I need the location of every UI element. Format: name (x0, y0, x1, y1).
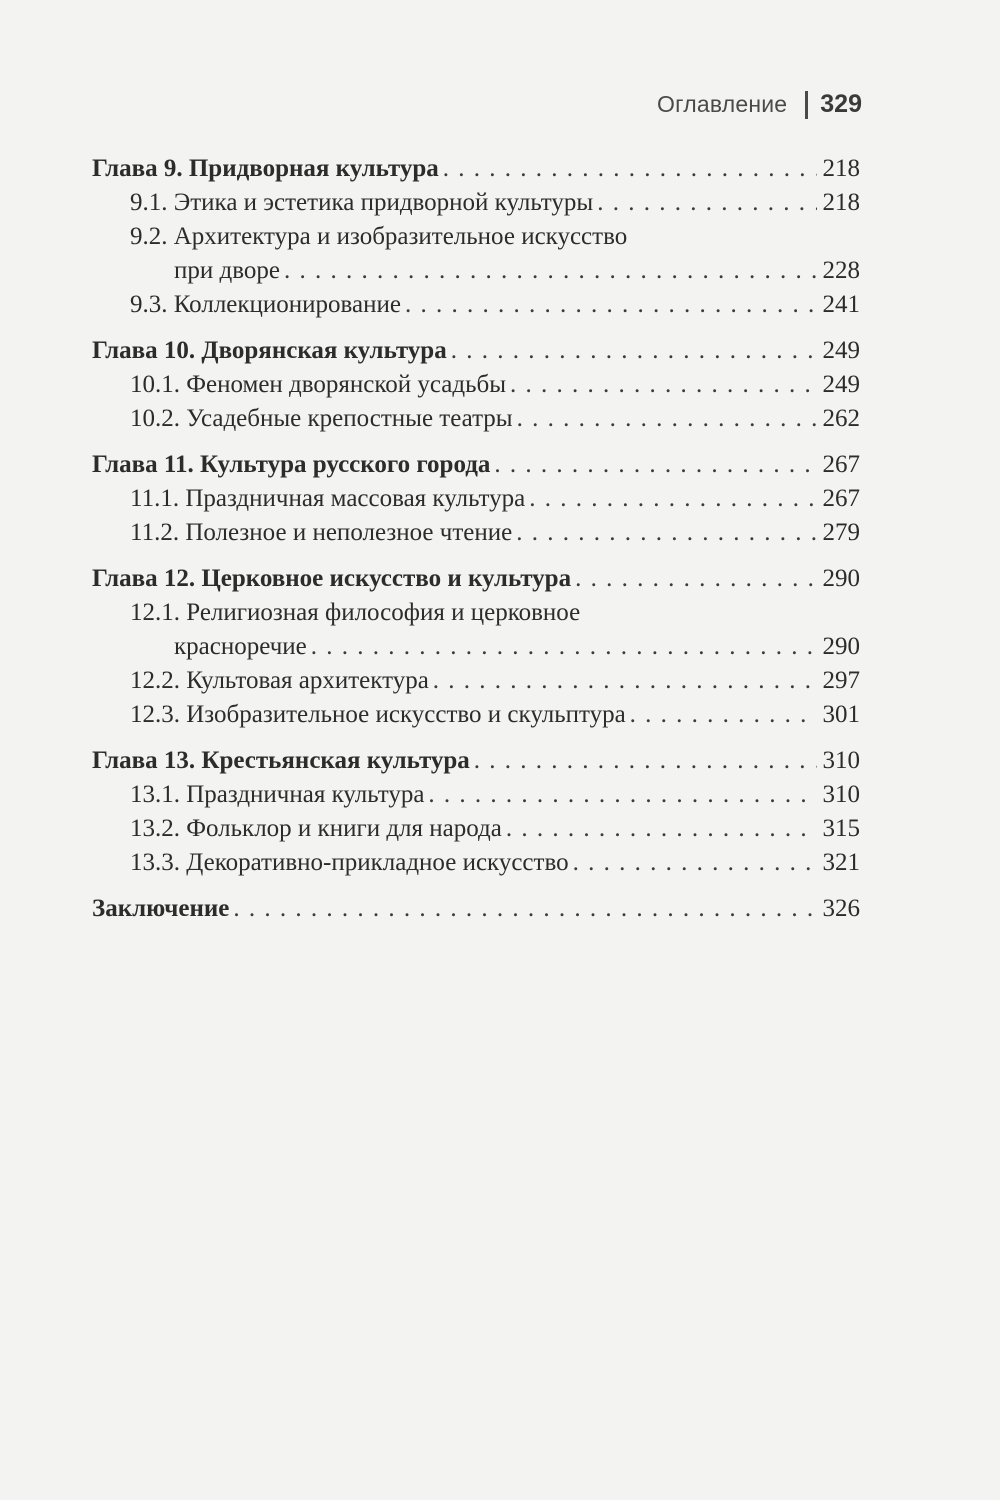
toc-entry-page: 297 (822, 667, 860, 694)
toc-section-11-2[interactable] (92, 516, 860, 550)
toc-section-9-2[interactable] (92, 220, 860, 288)
toc-entry-label: 12.2. Культовая архитектура (130, 664, 433, 698)
toc-conclusion[interactable] (92, 892, 860, 926)
toc-entry-label-line1: 9.2. Архитектура и изобразительное искусство (130, 223, 628, 250)
leader-dots (494, 448, 816, 482)
running-head-title: Оглавление (657, 91, 788, 117)
toc-entry-label: 10.2. Усадебные крепостные театры (130, 402, 517, 436)
toc-entry-label-line2: красноречие (174, 630, 311, 664)
toc-section-12-2[interactable] (92, 664, 860, 698)
toc-entry-page: 290 (822, 565, 860, 592)
leader-dots (428, 778, 816, 812)
toc-entry-page: 218 (822, 189, 860, 216)
toc-entry-label: 12.3. Изобразительное искусство и скульптура (130, 698, 630, 732)
running-head-separator (805, 91, 808, 119)
toc-entry-page: 267 (822, 451, 860, 478)
toc-entry-page: 267 (822, 485, 860, 512)
toc-entry-page: 290 (822, 633, 860, 660)
toc-entry-page: 310 (822, 781, 860, 808)
toc-entry-label: 11.1. Праздничная массовая культура (130, 482, 529, 516)
table-of-contents (92, 152, 860, 926)
toc-section-13-3[interactable] (92, 846, 860, 880)
toc-section-9-1[interactable] (92, 186, 860, 220)
toc-entry-page: 241 (822, 291, 860, 318)
toc-section-13-1[interactable] (92, 778, 860, 812)
toc-entry-label: 13.2. Фольклор и книги для народа (130, 812, 506, 846)
toc-entry-label: 13.1. Праздничная культура (130, 778, 428, 812)
toc-entry-label-line2: при дворе (174, 254, 284, 288)
toc-entry-label: 10.1. Феномен дворянской усадьбы (130, 368, 510, 402)
leader-dots (474, 744, 817, 778)
toc-chapter-10[interactable] (92, 334, 860, 368)
leader-dots (311, 630, 817, 664)
leader-dots (516, 516, 816, 550)
running-head (657, 90, 862, 119)
toc-entry-page: 249 (822, 371, 860, 398)
toc-entry-label: 9.3. Коллекционирование (130, 288, 405, 322)
leader-dots (405, 288, 817, 322)
leader-dots (451, 334, 817, 368)
toc-entry-label: Глава 13. Крестьянская культура (92, 744, 474, 778)
toc-entry-label: Глава 9. Придворная культура (92, 152, 443, 186)
leader-dots (443, 152, 817, 186)
toc-entry-page: 279 (822, 519, 860, 546)
toc-entry-page: 249 (822, 337, 860, 364)
leader-dots (284, 254, 817, 288)
toc-chapter-12[interactable] (92, 562, 860, 596)
toc-entry-page: 310 (822, 747, 860, 774)
leader-dots (510, 368, 816, 402)
leader-dots (506, 812, 817, 846)
leader-dots (433, 664, 817, 698)
toc-entry-page: 326 (822, 895, 860, 922)
toc-section-10-2[interactable] (92, 402, 860, 436)
toc-entry-label: 11.2. Полезное и неполезное чтение (130, 516, 516, 550)
toc-section-9-3[interactable] (92, 288, 860, 322)
toc-entry-page: 228 (822, 257, 860, 284)
toc-entry-page: 321 (822, 849, 860, 876)
toc-section-12-1[interactable] (92, 596, 860, 664)
leader-dots (597, 186, 816, 220)
toc-entry-label: 9.1. Этика и эстетика придворной культуры (130, 186, 597, 220)
toc-chapter-9[interactable] (92, 152, 860, 186)
toc-entry-label: Глава 12. Церковное искусство и культура (92, 562, 575, 596)
toc-chapter-13[interactable] (92, 744, 860, 778)
toc-entry-page: 218 (822, 155, 860, 182)
toc-entry-label: Глава 10. Дворянская культура (92, 334, 451, 368)
toc-section-11-1[interactable] (92, 482, 860, 516)
toc-entry-label: 13.3. Декоративно-прикладное искусство (130, 846, 573, 880)
toc-entry-page: 315 (822, 815, 860, 842)
leader-dots (573, 846, 817, 880)
leader-dots (575, 562, 816, 596)
toc-entry-page: 262 (822, 405, 860, 432)
toc-entry-label: Заключение (92, 892, 233, 926)
leader-dots (529, 482, 816, 516)
leader-dots (233, 892, 816, 926)
toc-section-12-3[interactable] (92, 698, 860, 732)
toc-entry-label-line1: 12.1. Религиозная философия и церковное (130, 599, 581, 626)
toc-section-10-1[interactable] (92, 368, 860, 402)
toc-section-13-2[interactable] (92, 812, 860, 846)
toc-entry-label: Глава 11. Культура русского города (92, 448, 494, 482)
toc-entry-page: 301 (822, 701, 860, 728)
page-number: 329 (820, 90, 862, 118)
toc-chapter-11[interactable] (92, 448, 860, 482)
leader-dots (517, 402, 817, 436)
leader-dots (630, 698, 817, 732)
